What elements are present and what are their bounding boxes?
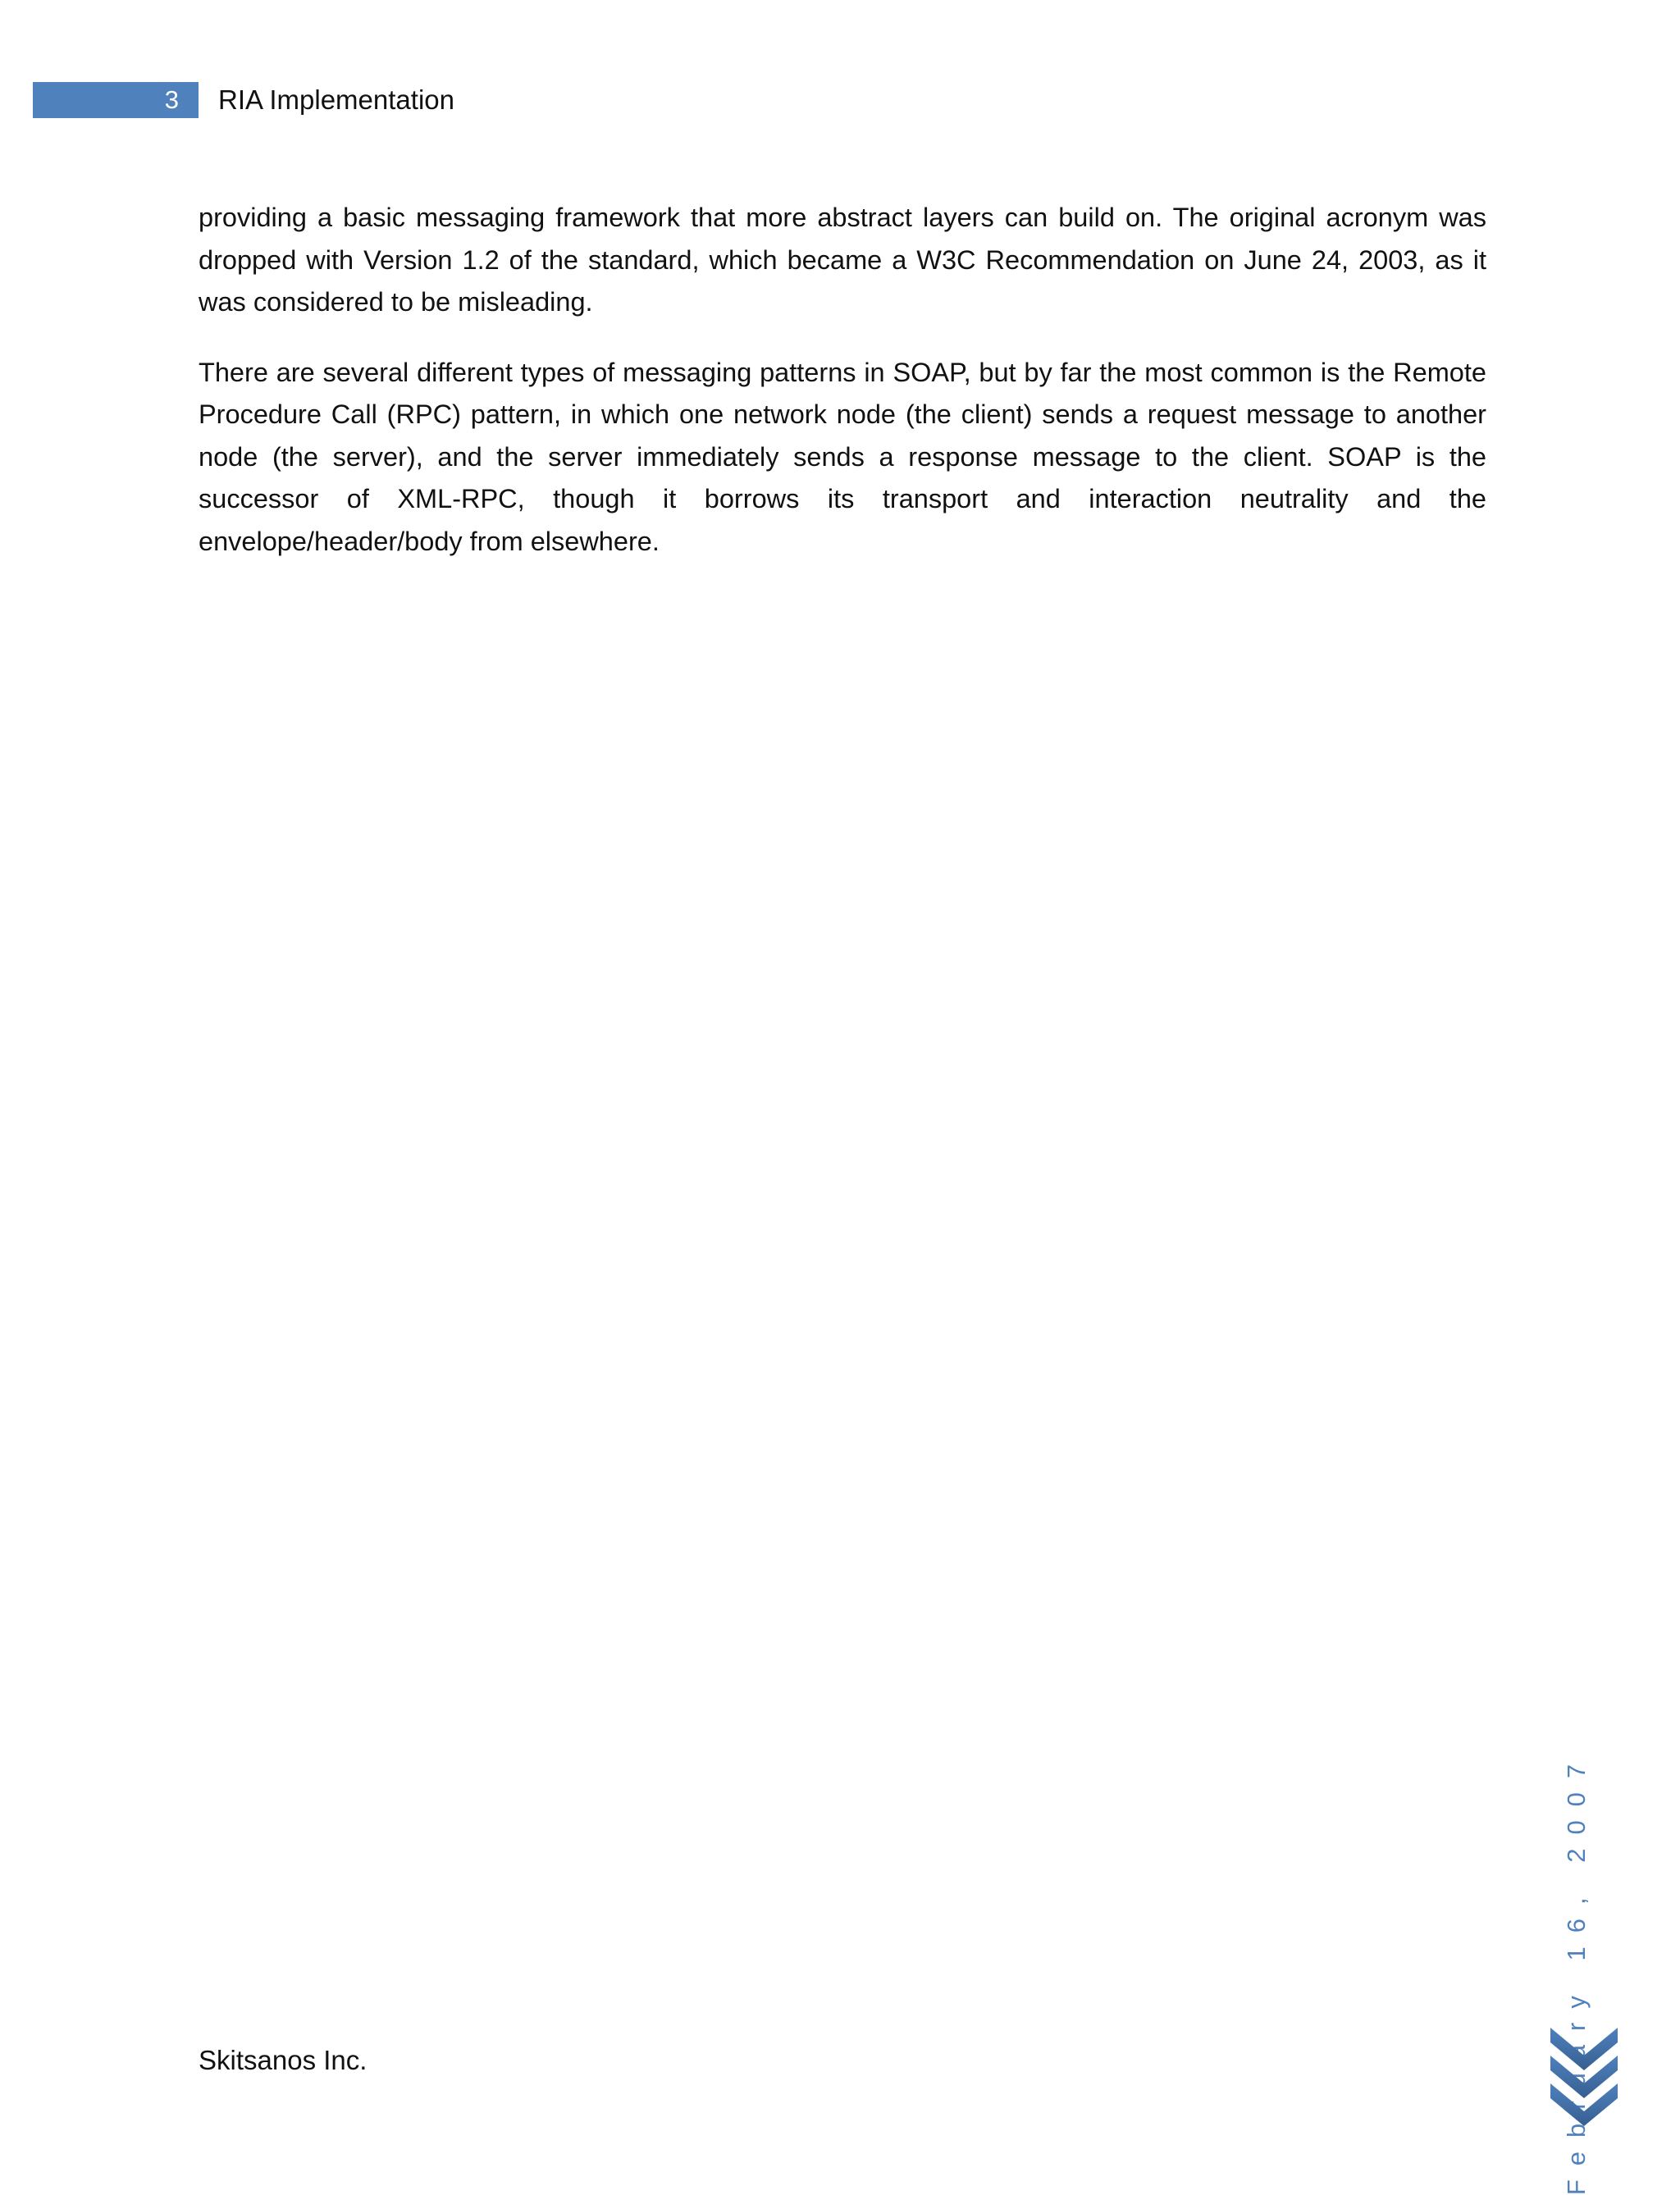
paragraph: There are several different types of messaging patterns in SOAP, but by far the most common is the Remote Procedure Call (RPC) pattern, in which one network node (the client) sends a request message to another node (the server), and the server immediately sends a response message to the client. SOAP is the successor of XML-RPC, though it borrows its transport and interaction neutrality and the envelope/header/body from elsewhere. bbox=[199, 357, 1486, 556]
page-number: 3 bbox=[164, 85, 179, 114]
page-number-badge bbox=[33, 82, 199, 118]
document-body bbox=[199, 197, 1486, 591]
running-header-title: RIA Implementation bbox=[218, 84, 454, 115]
paragraph: providing a basic messaging framework that more abstract layers can build on. The original acronym was dropped with Version 1.2 of the standard, which became a W3C Recommendation on June 24, 2003, as it was considered to be misleading. bbox=[199, 203, 1486, 317]
triple-chevron-down-icon bbox=[1549, 2026, 1619, 2128]
footer-company: Skitsanos Inc. bbox=[199, 2045, 368, 2075]
footer-date: February 16, 2007 bbox=[1562, 1750, 1591, 2195]
